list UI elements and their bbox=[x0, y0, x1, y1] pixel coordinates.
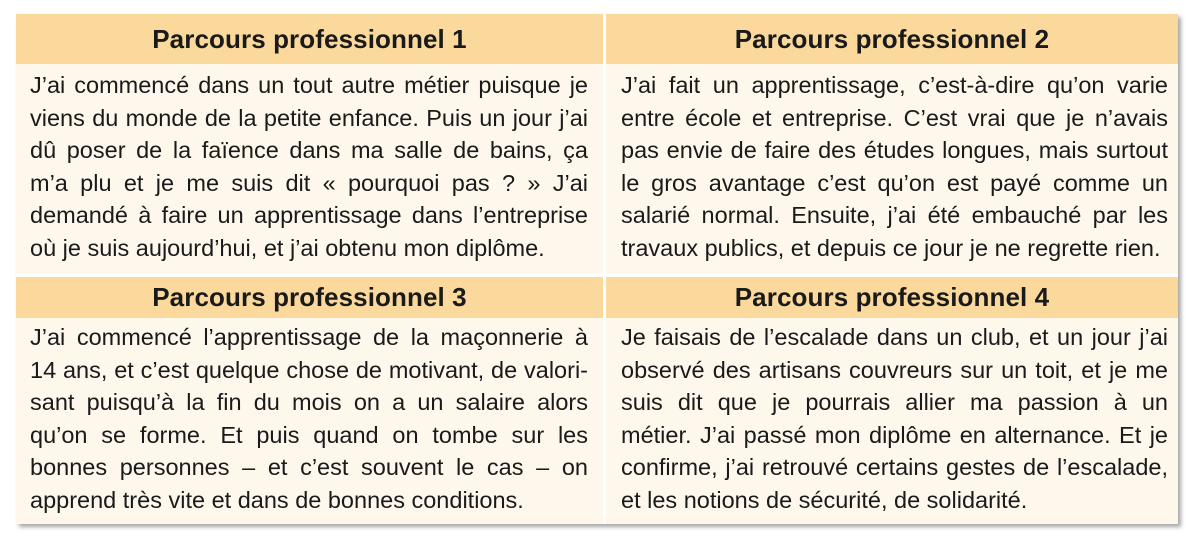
parcours-grid bbox=[16, 14, 1178, 524]
parcours-table bbox=[16, 14, 1178, 524]
cell-4-title: Parcours professionnel 4 bbox=[606, 277, 1178, 318]
cell-3-text: J’ai commencé l’apprentissage de la maçonnerie à 14 ans, et c’est quelque chose de motivant, de valorisant puisqu’à la fin du mois on a un salaire alors qu’on se forme. Et puis quand on tombe sur les bonnes personnes – et c’est souvent le cas – on apprend très vite et dans de bonnes conditions. bbox=[16, 318, 606, 524]
cell-2-title: Parcours professionnel 2 bbox=[606, 14, 1178, 64]
cell-4-text: Je faisais de l’escalade dans un club, et un jour j’ai observé des artisans couvreurs sur un toit, et je me suis dit que je pourrais allier ma passion à un métier. J’ai passé mon diplôme en alternance. Et je confirme, j’ai retrouvé certains gestes de l’escalade, et les notions de sécurité, de solidarité. bbox=[606, 318, 1178, 524]
cell-1-title: Parcours professionnel 1 bbox=[16, 14, 606, 64]
cell-2-text: J’ai fait un apprentissage, c’est-à-dire qu’on varie entre école et entreprise. C’est vrai que je n’avais pas envie de faire des études longues, mais surtout le gros avantage c’est qu’on est payé comme un salarié normal. Ensuite, j’ai été embauché par les travaux publics, et depuis ce jour je ne regrette rien. bbox=[606, 64, 1178, 277]
cell-3-title: Parcours professionnel 3 bbox=[16, 277, 606, 318]
cell-1-text: J’ai commencé dans un tout autre métier puisque je viens du monde de la petite enfance. Puis un jour j’ai dû poser de la faïence dans ma salle de bains, ça m’a plu et je me suis dit « pourquoi pas ? » J’ai demandé à faire un apprentissage dans l’entreprise où je suis aujourd’hui, et j’ai obtenu mon diplôme. bbox=[16, 64, 606, 277]
